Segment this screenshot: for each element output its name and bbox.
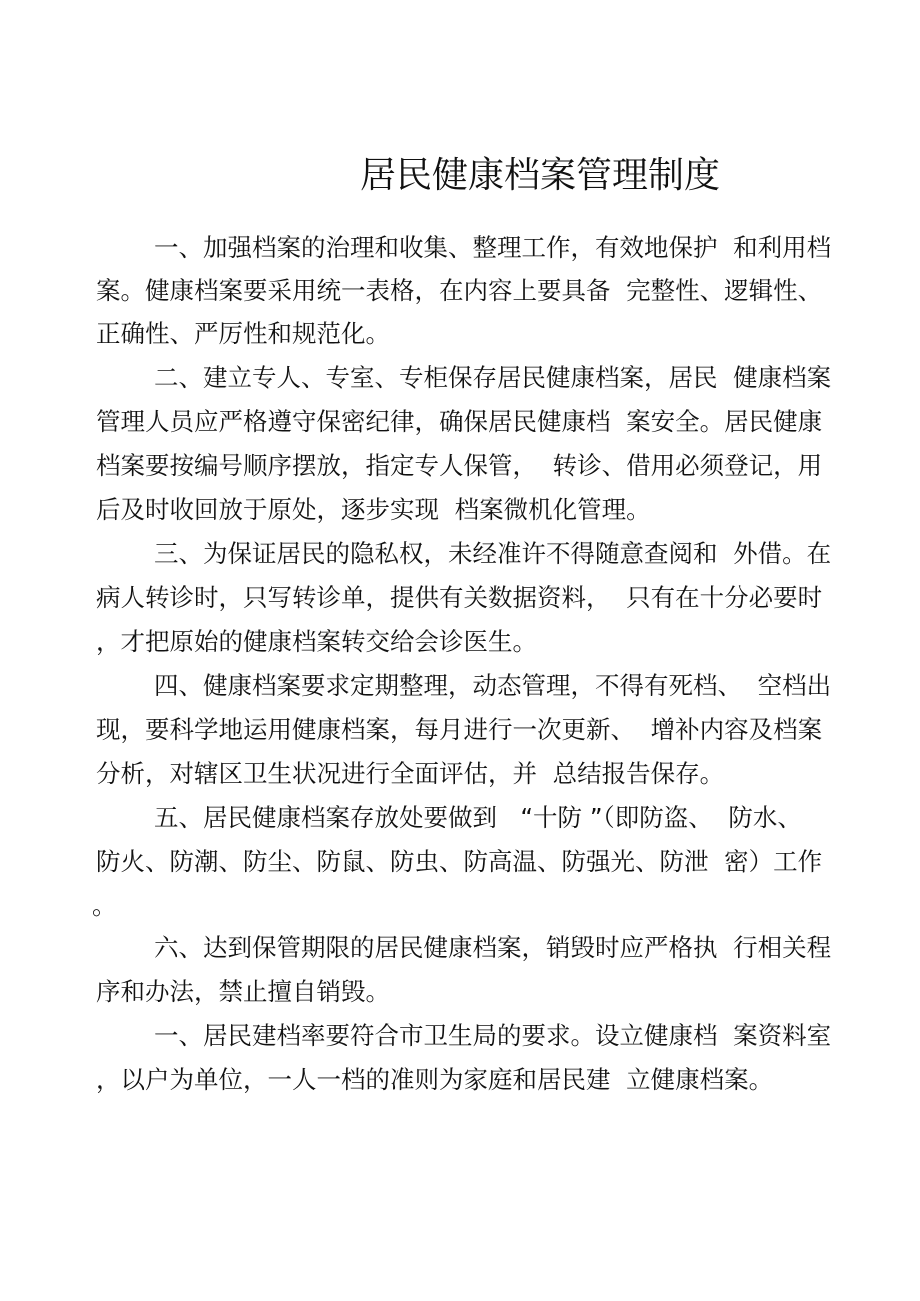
text-line-13: 分析，对辖区卫生状况进行全面评估，并 总结报告保存。: [96, 759, 725, 788]
text-line-12: 现，要科学地运用健康档案，每月进行一次更新、 增补内容及档案: [96, 715, 823, 744]
text-line-9: 病人转诊时，只写转诊单，提供有关数据资料， 只有在十分必要时: [96, 583, 823, 612]
text-line-10: ，才把原始的健康档案转交给会诊医生。: [96, 627, 537, 656]
text-line-2: 案。健康档案要采用统一表格，在内容上要具备 完整性、逻辑性、: [96, 276, 823, 305]
document-title: 居民健康档案管理制度: [360, 155, 721, 196]
text-line-6: 档案要按编号顺序摆放，指定专人保管， 转诊、借用必须登记，用: [96, 451, 823, 480]
text-line-8: 三、为保证居民的隐私权，未经准许不得随意查阅和 外借。在: [154, 539, 832, 568]
text-line-5: 管理人员应严格遵守保密纪律，确保居民健康档 案安全。居民健康: [96, 407, 823, 436]
text-line-3: 正确性、严厉性和规范化。: [96, 319, 390, 348]
text-line-4: 二、建立专人、专室、专柜保存居民健康档案，居民 健康档案: [154, 363, 832, 392]
text-line-20: ，以户为单位，一人一档的准则为家庭和居民建 立健康档案。: [96, 1065, 774, 1094]
text-line-18: 序和办法，禁止擅自销毁。: [96, 977, 390, 1006]
text-line-16: 。: [92, 891, 117, 920]
text-line-15: 防火、防潮、防尘、防鼠、防虫、防高温、防强光、防泄 密）工作: [96, 847, 823, 876]
text-line-14: 五、居民健康档案存放处要做到 “十防 ”（即防盗、 防水、: [154, 803, 802, 832]
text-line-11: 四、健康档案要求定期整理，动态管理，不得有死档、 空档出: [154, 671, 832, 700]
text-line-7: 后及时收回放于原处，逐步实现 档案微机化管理。: [96, 495, 651, 524]
text-line-17: 六、达到保管期限的居民健康档案，销毁时应严格执 行相关程: [154, 933, 832, 962]
text-line-19: 一、居民建档率要符合市卫生局的要求。设立健康档 案资料室: [154, 1021, 832, 1050]
text-line-1: 一、加强档案的治理和收集、整理工作，有效地保护 和利用档: [154, 233, 832, 262]
